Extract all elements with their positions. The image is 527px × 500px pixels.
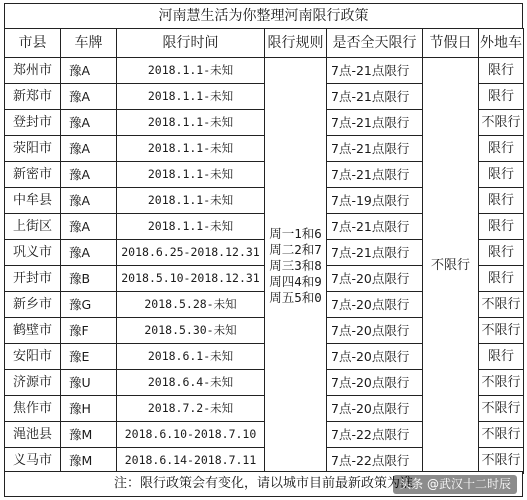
cell-city: 上街区 [5, 214, 61, 240]
cell-period: 2018.1.1-未知 [117, 110, 265, 136]
cell-period: 2018.6.14-2018.7.11 [117, 448, 265, 474]
cell-plate: 豫A [61, 110, 117, 136]
cell-outside-car: 限行 [479, 344, 524, 370]
cell-outside-car: 不限行 [479, 422, 524, 448]
cell-period: 2018.1.1-未知 [117, 188, 265, 214]
cell-city: 新密市 [5, 162, 61, 188]
header-city: 市县 [5, 29, 61, 58]
cell-plate: 豫B [61, 266, 117, 292]
sheet-title: 河南慧生活为你整理河南限行政策 [4, 3, 523, 29]
cell-plate: 豫A [61, 214, 117, 240]
cell-city: 巩义市 [5, 240, 61, 266]
rule-line: 周四4和9 [269, 273, 322, 289]
cell-plate: 豫H [61, 396, 117, 422]
cell-holiday-merged: 不限行 [423, 58, 479, 474]
cell-plate: 豫A [61, 188, 117, 214]
rule-line: 周三3和8 [269, 257, 322, 273]
table-row [5, 58, 524, 84]
cell-period: 2018.5.28-未知 [117, 292, 265, 318]
cell-hours: 7点-21点限行 [327, 240, 423, 266]
cell-hours: 7点-20点限行 [327, 396, 423, 422]
cell-hours: 7点-20点限行 [327, 318, 423, 344]
cell-city: 开封市 [5, 266, 61, 292]
cell-outside-car: 限行 [479, 58, 524, 84]
cell-period: 2018.6.25-2018.12.31 [117, 240, 265, 266]
header-rule: 限行规则 [265, 29, 327, 58]
cell-rule-merged [265, 58, 327, 474]
table-header-row [5, 29, 524, 58]
header-period: 限行时间 [117, 29, 265, 58]
cell-period: 2018.1.1-未知 [117, 214, 265, 240]
cell-outside-car: 限行 [479, 136, 524, 162]
cell-outside-car: 不限行 [479, 292, 524, 318]
rule-line: 周五5和0 [269, 289, 322, 305]
restriction-table [4, 28, 524, 474]
header-outside-car: 外地车 [479, 29, 524, 58]
cell-hours: 7点-21点限行 [327, 214, 423, 240]
cell-hours: 7点-21点限行 [327, 58, 423, 84]
cell-hours: 7点-21点限行 [327, 162, 423, 188]
cell-plate: 豫A [61, 240, 117, 266]
cell-hours: 7点-20点限行 [327, 266, 423, 292]
cell-hours: 7点-20点限行 [327, 292, 423, 318]
cell-city: 义马市 [5, 448, 61, 474]
cell-city: 新郑市 [5, 84, 61, 110]
cell-outside-car: 限行 [479, 162, 524, 188]
cell-plate: 豫M [61, 422, 117, 448]
cell-hours: 7点-21点限行 [327, 110, 423, 136]
cell-outside-car: 限行 [479, 240, 524, 266]
cell-period: 2018.6.4-未知 [117, 370, 265, 396]
cell-hours: 7点-20点限行 [327, 344, 423, 370]
cell-period: 2018.1.1-未知 [117, 136, 265, 162]
cell-city: 济源市 [5, 370, 61, 396]
cell-city: 中牟县 [5, 188, 61, 214]
cell-outside-car: 不限行 [479, 396, 524, 422]
cell-plate: 豫A [61, 84, 117, 110]
cell-period: 2018.6.1-未知 [117, 344, 265, 370]
cell-hours: 7点-20点限行 [327, 370, 423, 396]
cell-period: 2018.1.1-未知 [117, 84, 265, 110]
cell-city: 荥阳市 [5, 136, 61, 162]
cell-city: 登封市 [5, 110, 61, 136]
cell-city: 渑池县 [5, 422, 61, 448]
footer-note-text: 注：限行政策会有变化，请以城市目前最新政策为准 [113, 476, 413, 491]
cell-period: 2018.7.2-未知 [117, 396, 265, 422]
cell-hours: 7点-19点限行 [327, 188, 423, 214]
cell-plate: 豫M [61, 448, 117, 474]
cell-outside-car: 不限行 [479, 318, 524, 344]
cell-period: 2018.6.10-2018.7.10 [117, 422, 265, 448]
cell-outside-car: 不限行 [479, 448, 524, 474]
cell-plate: 豫U [61, 370, 117, 396]
cell-period: 2018.5.30-未知 [117, 318, 265, 344]
header-holiday: 节假日 [423, 29, 479, 58]
cell-outside-car: 限行 [479, 214, 524, 240]
cell-period: 2018.5.10-2018.12.31 [117, 266, 265, 292]
cell-period: 2018.1.1-未知 [117, 162, 265, 188]
cell-period: 2018.1.1-未知 [117, 58, 265, 84]
cell-hours: 7点-22点限行 [327, 422, 423, 448]
cell-hours: 7点-21点限行 [327, 136, 423, 162]
cell-plate: 豫E [61, 344, 117, 370]
header-all-day: 是否全天限行 [327, 29, 423, 58]
cell-outside-car: 限行 [479, 84, 524, 110]
cell-plate: 豫G [61, 292, 117, 318]
watermark: 头条 @武汉十二时辰 [393, 475, 517, 494]
cell-plate: 豫A [61, 136, 117, 162]
cell-plate: 豫A [61, 58, 117, 84]
cell-city: 焦作市 [5, 396, 61, 422]
cell-city: 郑州市 [5, 58, 61, 84]
cell-plate: 豫F [61, 318, 117, 344]
cell-city: 安阳市 [5, 344, 61, 370]
rule-line: 周一1和6 [269, 225, 322, 241]
cell-hours: 7点-22点限行 [327, 448, 423, 474]
cell-outside-car: 不限行 [479, 110, 524, 136]
cell-hours: 7点-21点限行 [327, 84, 423, 110]
cell-city: 新乡市 [5, 292, 61, 318]
cell-city: 鹤壁市 [5, 318, 61, 344]
cell-outside-car: 限行 [479, 266, 524, 292]
cell-outside-car: 限行 [479, 188, 524, 214]
policy-sheet [4, 3, 523, 497]
header-plate: 车牌 [61, 29, 117, 58]
cell-outside-car: 不限行 [479, 370, 524, 396]
cell-plate: 豫A [61, 162, 117, 188]
rule-line: 周二2和7 [269, 241, 322, 257]
